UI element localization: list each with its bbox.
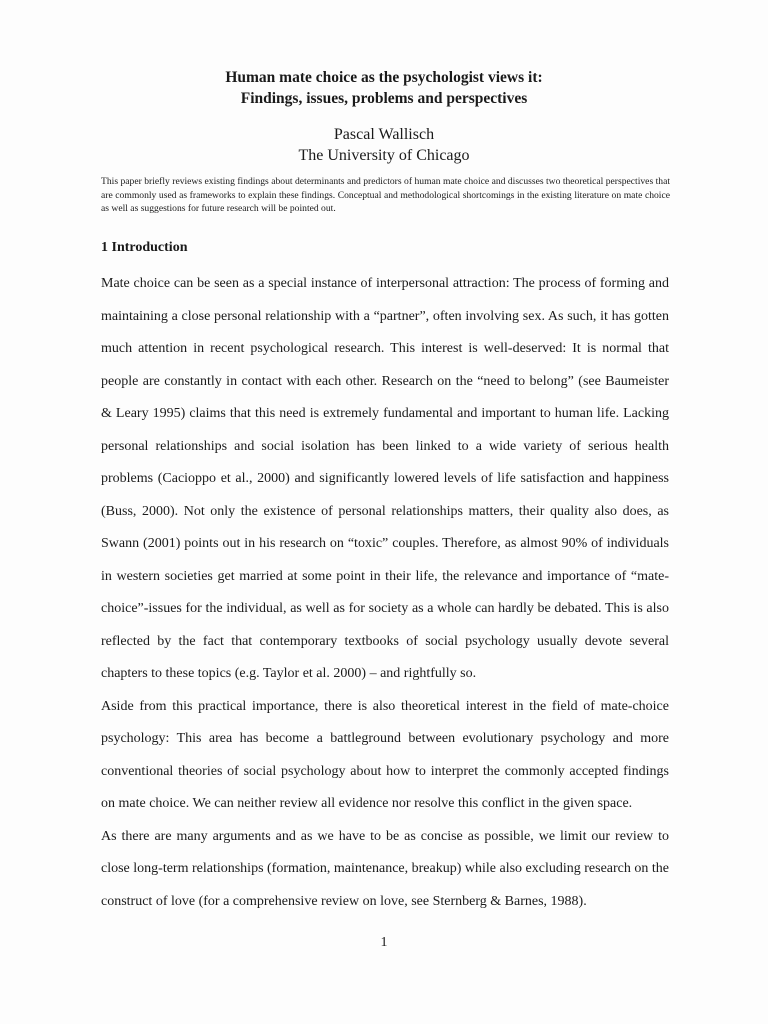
- paper-title: [0, 67, 768, 109]
- section-heading: 1 Introduction: [101, 240, 188, 255]
- abstract: This paper briefly reviews existing findings about determinants and predictors of human mate choice and discusses two theoretical perspectives that are commonly used as frameworks to explain these findings. Conceptual and methodological shortcomings in the existing literature on mate choice as well as suggestions for future research will be pointed out.: [101, 176, 670, 215]
- paragraph: As there are many arguments and as we have to be as concise as possible, we limit our review to close long-term relationships (formation, maintenance, breakup) while also excluding research on the construct of love (for a comprehensive review on love, see Sternberg & Barnes, 1988).: [101, 828, 669, 909]
- page-number: 1: [380, 935, 388, 950]
- title-line-2: Findings, issues, problems and perspectives: [240, 90, 528, 107]
- author-block: [0, 124, 768, 166]
- author-affiliation: The University of Chicago: [298, 147, 470, 164]
- paragraph: Mate choice can be seen as a special instance of interpersonal attraction: The process of forming and maintaining a close personal relationship with a “partner”, often involving sex. As such, it has gotten much attention in recent psychological research. This interest is well-deserved: It is normal that people are constantly in contact with each other. Research on the “need to belong” (see Baumeister & Leary 1995) claims that this need is extremely fundamental and important to human life. Lacking personal relationships and social isolation has been linked to a wide variety of serious health problems (Cacioppo et al., 2000) and significantly lowered levels of life satisfaction and happiness (Buss, 2000). Not only the existence of personal relationships matters, their quality also does, as Swann (2001) points out in his research on “toxic” couples. Therefore, as almost 90% of individuals in western societies get married at some point in their life, the relevance and importance of “mate-choice”-issues for the individual, as well as for society as a whole can hardly be debated. This is also reflected by the fact that contemporary textbooks of social psychology usually devote several chapters to these topics (e.g. Taylor et al. 2000) – and rightfully so.: [101, 276, 669, 681]
- paragraph: Aside from this practical importance, there is also theoretical interest in the field of mate-choice psychology: This area has become a battleground between evolutionary psychology and more conventional theories of social psychology about how to interpret the commonly accepted findings on mate choice. We can neither review all evidence nor resolve this conflict in the given space.: [101, 698, 669, 811]
- title-line-1: Human mate choice as the psychologist views it:: [225, 69, 543, 86]
- body-text: [101, 268, 669, 918]
- author-name: Pascal Wallisch: [333, 126, 435, 143]
